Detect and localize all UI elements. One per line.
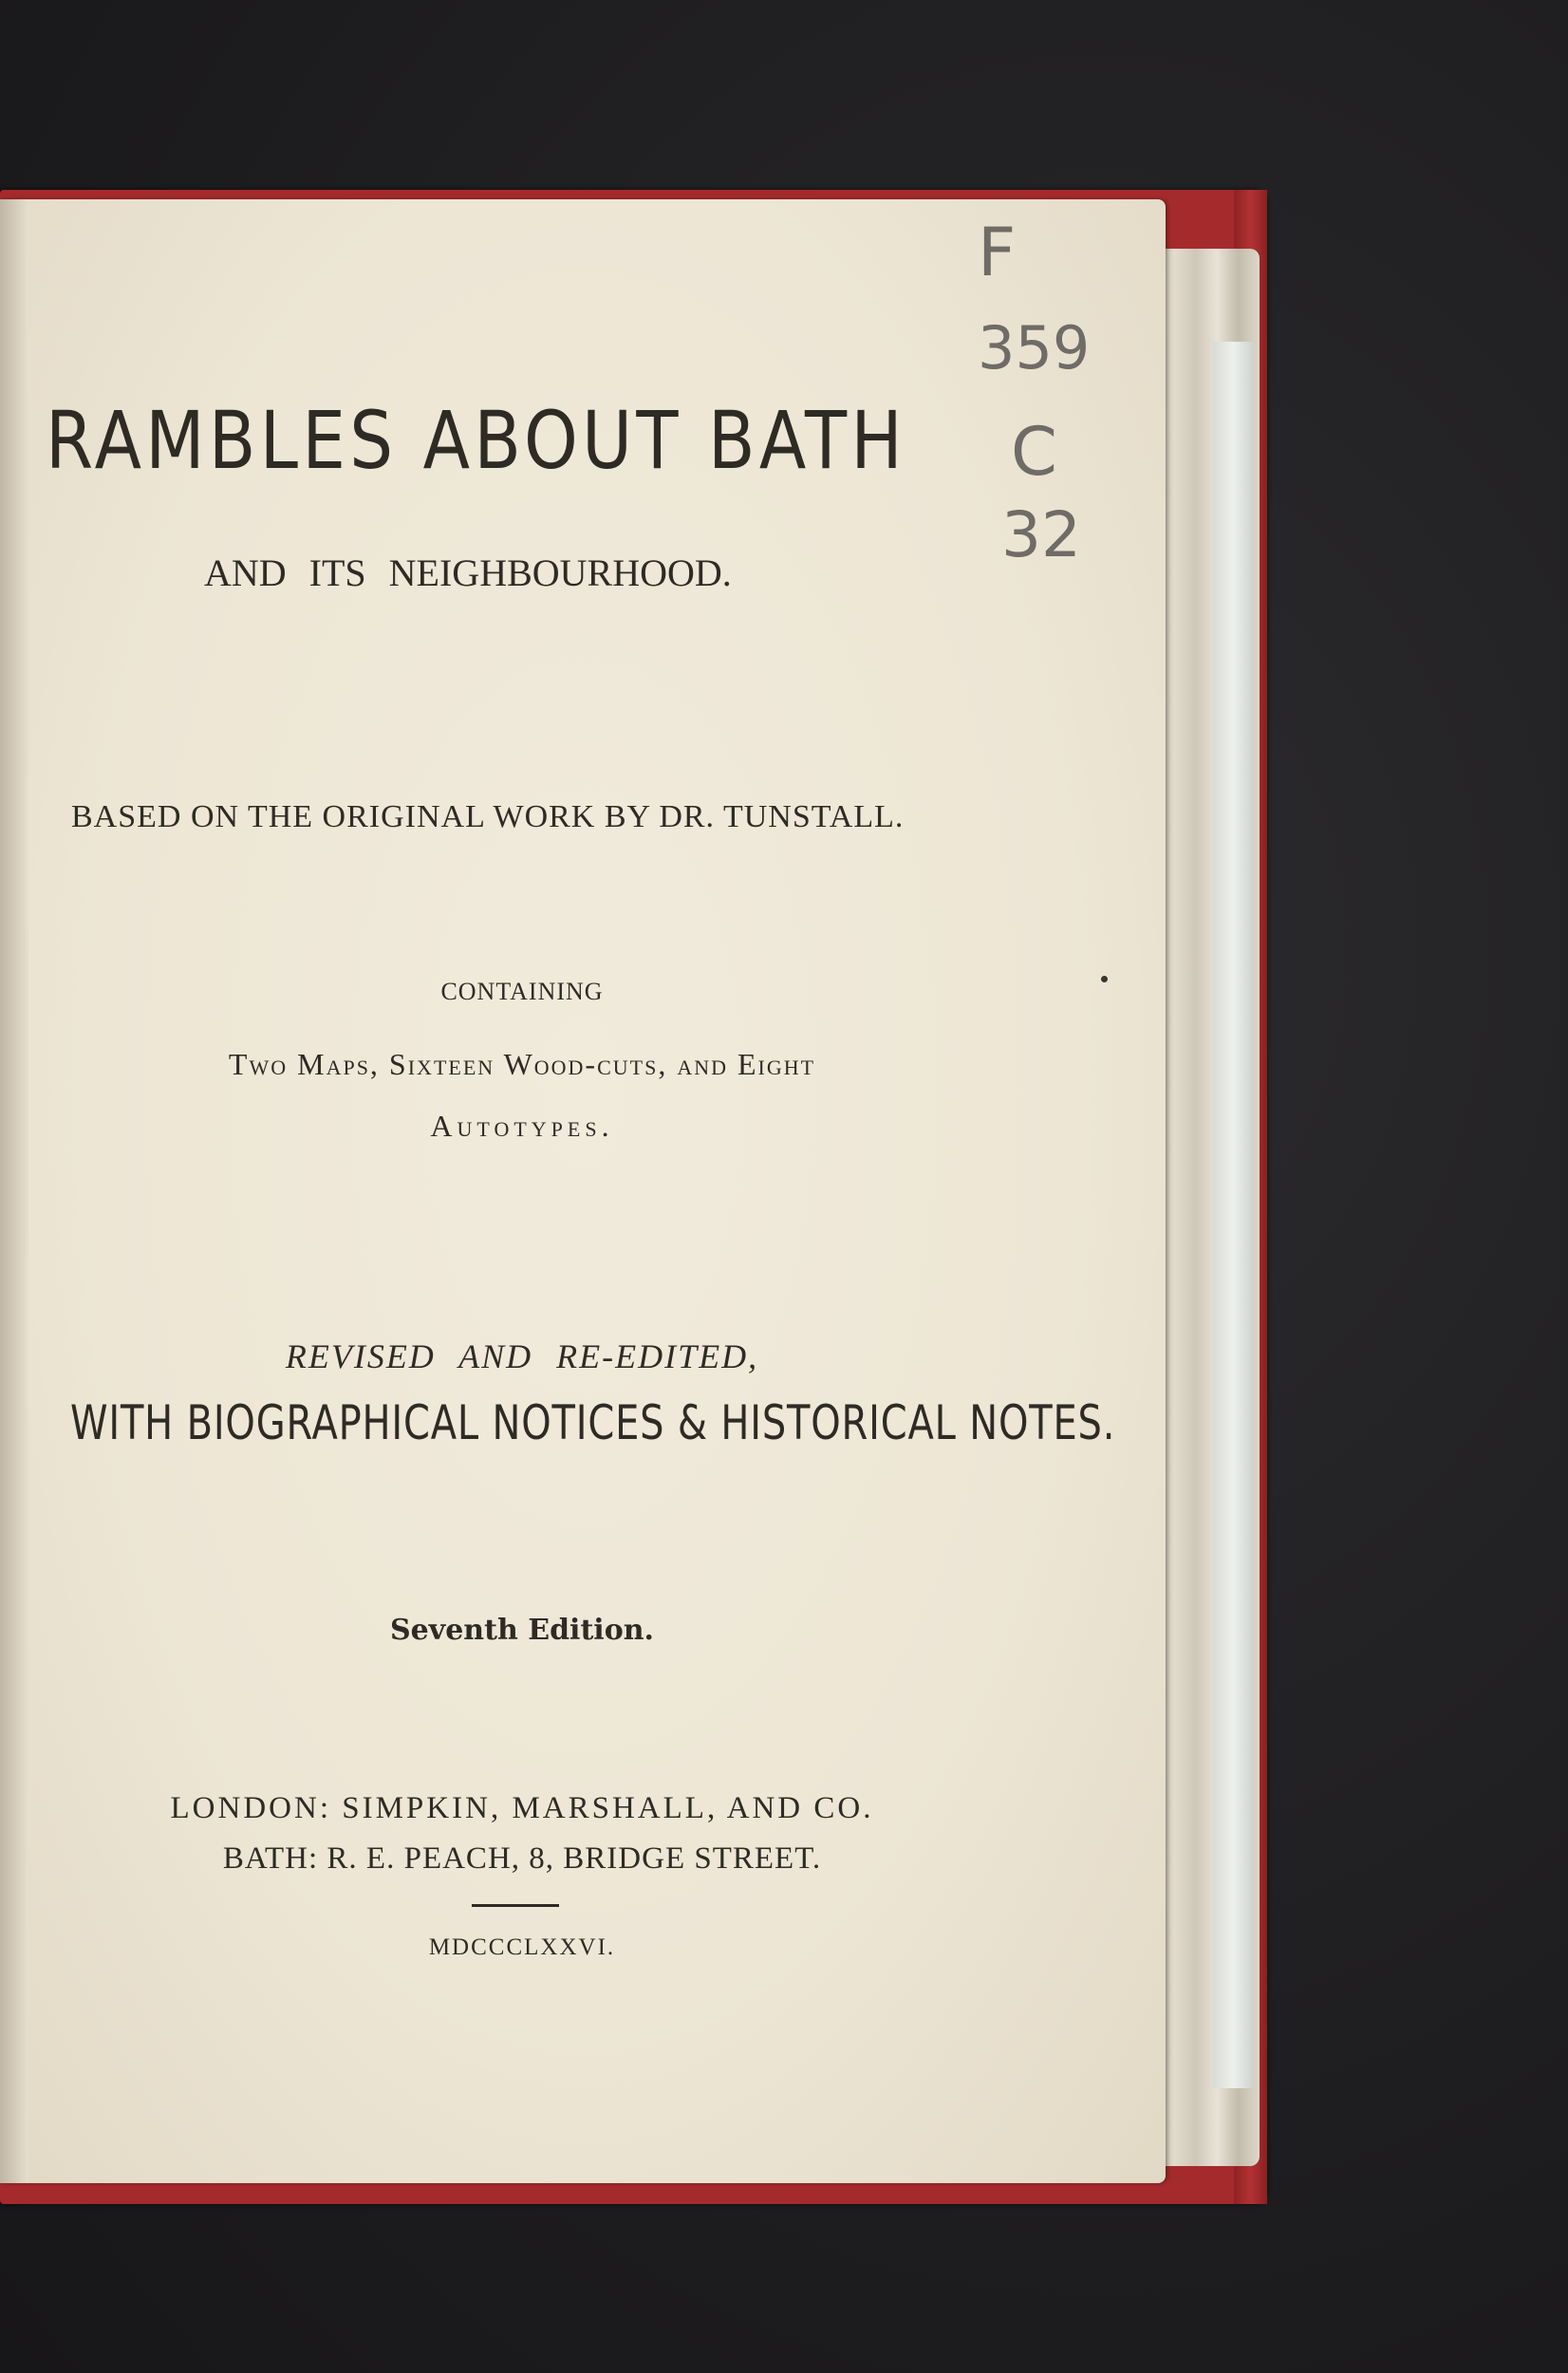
- revised-line: REVISED AND RE-EDITED,: [285, 1337, 759, 1375]
- page-gutter: [0, 199, 28, 2183]
- shelfmark-line-2: 359: [978, 313, 1091, 383]
- containing-label: CONTAINING: [440, 978, 604, 1005]
- publisher-bath: BATH: R. E. PEACH, 8, BRIDGE STREET.: [222, 1841, 822, 1876]
- contents-line-2: Autotypes.: [430, 1109, 614, 1143]
- title-page: [0, 199, 1166, 2183]
- book-subtitle: AND ITS NEIGHBOURHOOD.: [204, 551, 732, 594]
- shelfmark-line-4: 32: [1001, 498, 1081, 571]
- divider-rule: [472, 1904, 559, 1907]
- publisher-london: LONDON: SIMPKIN, MARSHALL, AND CO.: [170, 1791, 874, 1825]
- based-on-line: BASED ON THE ORIGINAL WORK BY DR. TUNSTALL.: [71, 799, 905, 834]
- notes-line: WITH BIOGRAPHICAL NOTICES & HISTORICAL NOTES.: [70, 1395, 1116, 1450]
- folded-map-edge: [1213, 342, 1253, 2088]
- shelfmark-line-1: F: [978, 214, 1017, 291]
- book-title: RAMBLES ABOUT BATH: [46, 394, 907, 487]
- publication-year: MDCCCLXXVI.: [428, 1934, 616, 1960]
- shelfmark-line-3: C: [1011, 413, 1057, 491]
- contents-line-1: Two Maps, Sixteen Wood-cuts, and Eight: [228, 1047, 816, 1081]
- edition-line: Seventh Edition.: [390, 1614, 654, 1647]
- ink-speck: [1101, 976, 1108, 982]
